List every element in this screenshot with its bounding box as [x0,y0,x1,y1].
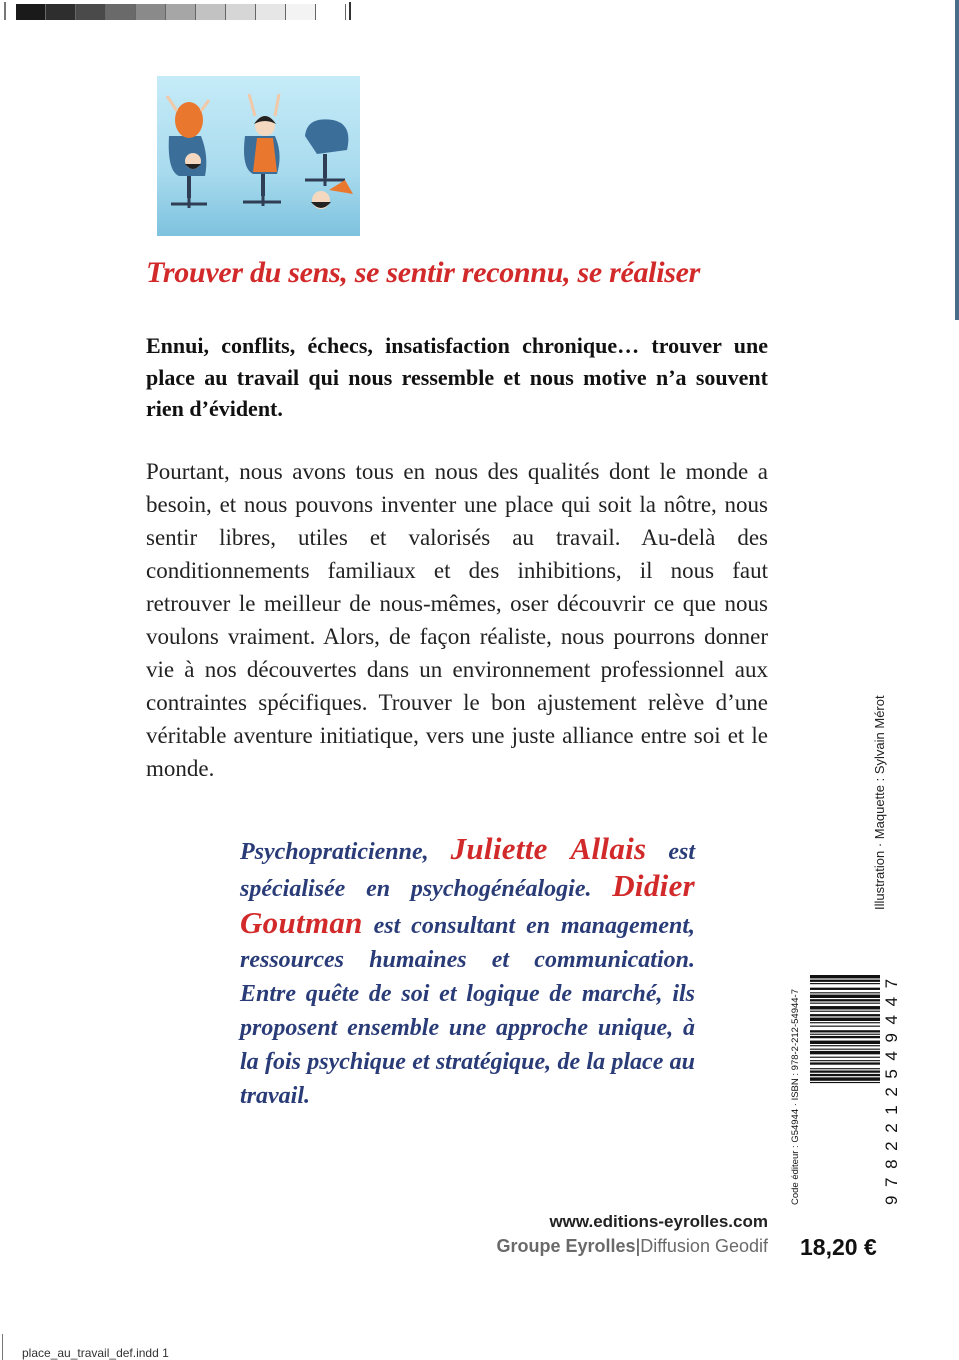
barcode-bar [810,983,880,984]
barcode-bar [810,1041,880,1044]
author-name: Didier Goutman [240,868,695,940]
barcode-bar [810,999,880,1001]
barcode-bar [810,1026,880,1027]
barcode-bar [810,1003,880,1004]
author-description: est consultant en management, ressources humaines et communication. [240,913,695,973]
barcode-bar [810,1062,880,1064]
barcode-bar [810,1006,880,1009]
isbn-barcode [790,970,901,1205]
headline: Trouver du sens, se sentir reconnu, se réaliser [146,256,700,289]
barcode-bar [810,1051,880,1054]
barcode-bar [810,1068,880,1069]
publisher-group: Groupe Eyrolles [496,1236,636,1256]
barcode-bar [810,1030,880,1032]
barcode-bar [810,1034,880,1035]
barcode-bar [810,1060,880,1061]
publisher-distribution: Diffusion Geodif [640,1236,768,1256]
barcode-bar [810,1074,880,1076]
authors-closing: Entre quête de soi et logique de marché, ils proposent ensemble une approche unique, à la fois psychique et stratégique, de la place au travail. [240,981,695,1109]
publisher-line [470,1236,768,1257]
body-paragraph: Pourtant, nous avons tous en nous des qualités dont le monde a besoin, et nous pouvons inventer une place qui soit la nôtre, nous sentir libres, utiles et valorisés au travail. Au-delà des conditionnements familiaux et des inhibitions, il nous faut retrouver le meilleur de nous-mêmes, oser découvrir ce que nous voulons vraiment. Alors, de façon réaliste, nous pourrons donner vie à nos découvertes dans un environnement professionnel aux contraintes spécifiques. Trouver le bon ajustement relève d’une véritable aventure initiatique, vers une juste alliance entre soi et le monde. [146,459,768,781]
price: 18,20 € [800,1234,877,1260]
registration-mark [349,2,351,20]
barcode-bar [810,980,880,982]
barcode-bars [810,975,880,1171]
barcode-bar [810,988,880,990]
author-description: est spécialisée en psychogénéalogie. [240,839,695,902]
ean-digits: 9782212549447 [882,970,901,1205]
crop-mark [2,1334,3,1360]
barcode-bar [810,1011,880,1012]
barcode-bar [810,1036,880,1038]
spine-edge [955,0,959,320]
barcode-bar [810,1022,880,1023]
cover-illustration [157,76,360,236]
barcode-bar [810,1049,880,1050]
barcode-bar [810,1018,880,1021]
barcode-bar [810,1045,880,1046]
barcode-bar [810,1077,880,1080]
barcode-bar [810,992,880,993]
barcode-bar [810,1057,880,1058]
publisher-separator: | [635,1236,641,1256]
authors-prefix: Psychopraticienne, [240,839,451,865]
intro-paragraph: Ennui, conflits, échecs, insatisfaction chronique… trouver une place au travail qui nous ressemble et nous motive n’a souvent rien d’évident. [146,333,768,421]
publisher-website[interactable]: www.editions-eyrolles.com [549,1212,768,1231]
isbn-text: Code éditeur : G54944 · ISBN : 978-2-212-54944-7 [790,989,801,1205]
barcode-bar [810,1082,880,1083]
file-slug: place_au_travail_def.indd 1 [22,1346,169,1360]
registration-mark [4,2,6,20]
barcode-bar [810,995,880,998]
barcode-bar [810,975,880,978]
color-calibration-strip [16,4,346,20]
barcode-bar [810,1014,880,1016]
author-name: Juliette Allais [450,831,647,866]
illustration-credit: Illustration · Maquette : Sylvain Mérot [872,695,887,910]
barcode-bar [810,1070,880,1072]
authors-bio [240,832,695,1113]
